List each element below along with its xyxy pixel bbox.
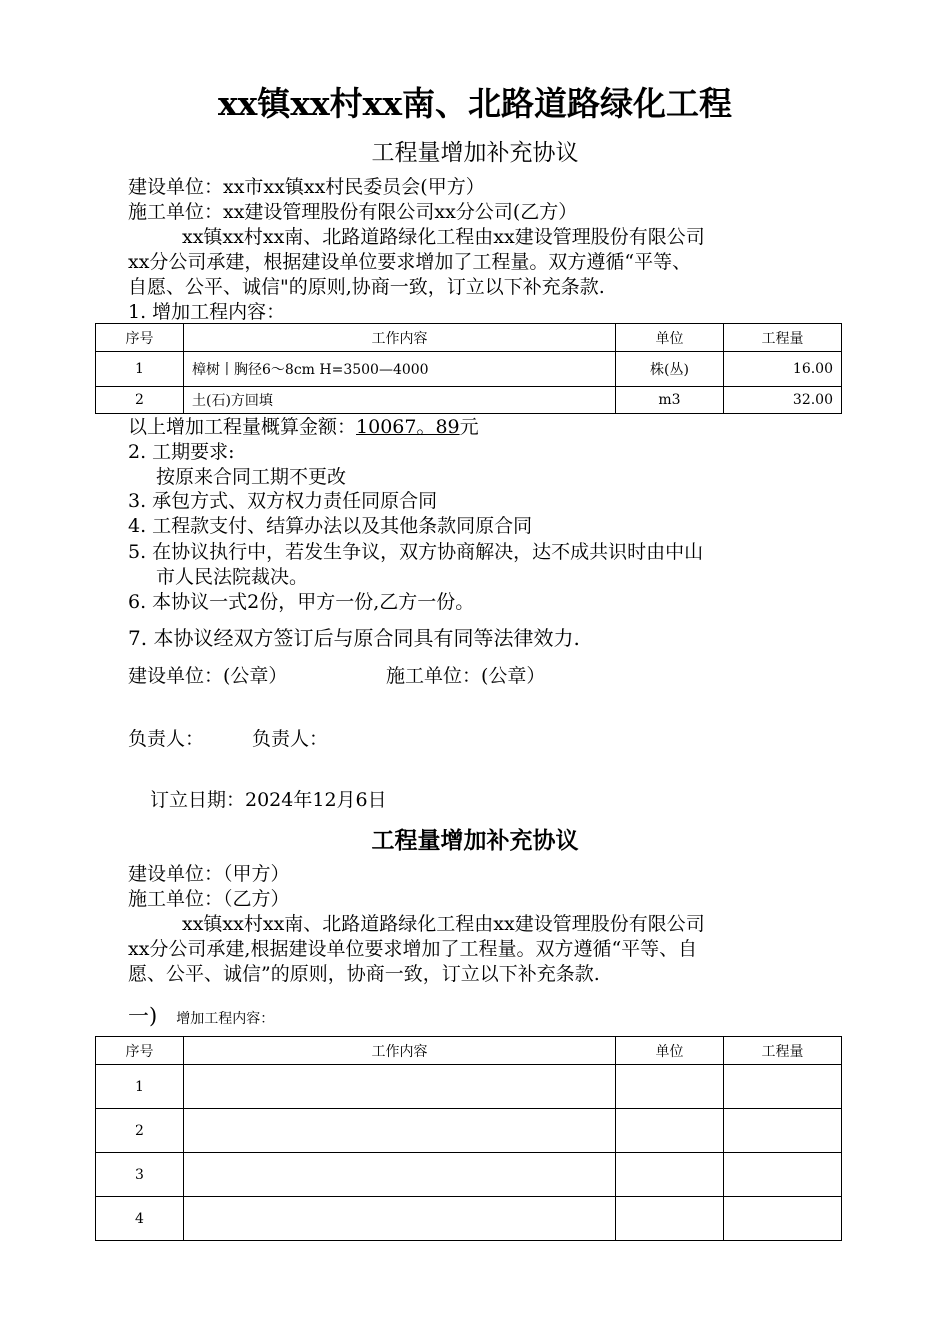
table-row (96, 1153, 842, 1197)
page-title: xx镇xx村xx南、北路道路绿化工程 (217, 84, 733, 123)
cell-content: 樟树丨胸径6～8cm H=3500—4000 (184, 352, 616, 387)
responsible-2: 负责人： (252, 728, 329, 750)
intro-line-3: 自愿、公平、诚信"的原则,协商一致，订立以下补充条款. (128, 276, 605, 298)
header-quantity: 工程量 (724, 324, 842, 352)
cell-seq: 2 (96, 1109, 184, 1153)
cell-seq: 1 (96, 352, 184, 387)
cell-seq: 4 (96, 1197, 184, 1241)
cell-quantity: 16.00 (724, 352, 842, 387)
table-row (96, 1197, 842, 1241)
header-quantity: 工程量 (724, 1037, 842, 1065)
section2-builder: 建设单位：（甲方） (128, 863, 290, 885)
responsible-1: 负责人： (128, 728, 205, 750)
item-2: 2. 工期要求: (128, 441, 235, 463)
intro-line-1: xx镇xx村xx南、北路道路绿化工程由xx建设管理股份有限公司 (182, 226, 705, 248)
section2-title: 工程量增加补充协议 (371, 827, 579, 854)
sign-builder: 建设单位：(公章） (128, 665, 288, 687)
amount-suffix: 元 (459, 416, 479, 438)
item-1-label: 1. 增加工程内容： (128, 301, 286, 323)
cell-unit (616, 1197, 724, 1241)
item-4: 4. 工程款支付、结算办法以及其他条款同原合同 (128, 515, 533, 537)
cell-quantity (724, 1109, 842, 1153)
header-seq: 序号 (96, 324, 184, 352)
section2-intro-line-2: xx分公司承建,根据建设单位要求增加了工程量。双方遵循“平等、自 (128, 938, 698, 960)
page-subtitle: 工程量增加补充协议 (371, 140, 579, 166)
cell-unit (616, 1065, 724, 1109)
amount-prefix: 以上增加工程量概算金额： (128, 416, 357, 438)
cell-seq: 1 (96, 1065, 184, 1109)
header-unit: 单位 (616, 1037, 724, 1065)
table-header-row (96, 1037, 842, 1065)
cell-quantity: 32.00 (724, 387, 842, 414)
amount-line (128, 415, 479, 439)
cell-unit (616, 1153, 724, 1197)
section2-intro-line-3: 愿、公平、诚信”的原则，协商一致，订立以下补充条款. (128, 963, 600, 985)
cell-seq: 3 (96, 1153, 184, 1197)
header-content: 工作内容 (184, 1037, 616, 1065)
cell-content (184, 1065, 616, 1109)
contractor-line: 施工单位：xx建设管理股份有限公司xx分公司(乙方） (128, 201, 578, 223)
cell-unit: m3 (616, 387, 724, 414)
header-seq: 序号 (96, 1037, 184, 1065)
intro-line-2: xx分公司承建，根据建设单位要求增加了工程量。双方遵循“平等、 (128, 251, 692, 273)
item-6: 6. 本协议一式2份，甲方一份,乙方一份。 (128, 591, 475, 613)
cell-seq: 2 (96, 387, 184, 414)
item-3: 3. 承包方式、双方权力责任同原合同 (128, 490, 438, 512)
item-5-line-2: 市人民法院裁决。 (156, 566, 309, 588)
sign-date: 订立日期：2024年12月6日 (150, 789, 387, 811)
table-row (96, 1065, 842, 1109)
cell-quantity (724, 1065, 842, 1109)
builder-line: 建设单位：xx市xx镇xx村民委员会(甲方） (128, 176, 485, 198)
cell-unit: 株(丛) (616, 352, 724, 387)
item-2-detail: 按原来合同工期不更改 (156, 466, 347, 488)
cell-quantity (724, 1197, 842, 1241)
cell-content: 土(石)方回填 (184, 387, 616, 414)
blank-work-table (95, 1036, 842, 1241)
header-unit: 单位 (616, 324, 724, 352)
cell-content (184, 1109, 616, 1153)
cell-content (184, 1197, 616, 1241)
sign-contractor: 施工单位：(公章） (386, 665, 546, 687)
work-table (95, 323, 842, 414)
section2-item-1 (128, 1000, 274, 1030)
header-content: 工作内容 (184, 324, 616, 352)
table-row (96, 387, 842, 414)
cell-content (184, 1153, 616, 1197)
section2-item-1-number: 一) (128, 1004, 158, 1028)
section2-item-1-label: 增加工程内容： (176, 1011, 275, 1027)
item-7: 7. 本协议经双方签订后与原合同具有同等法律效力. (128, 626, 580, 650)
cell-quantity (724, 1153, 842, 1197)
section2-intro-line-1: xx镇xx村xx南、北路道路绿化工程由xx建设管理股份有限公司 (182, 913, 705, 935)
table-header-row (96, 324, 842, 352)
amount-value: 10067。89 (356, 416, 460, 438)
table-row (96, 1109, 842, 1153)
item-5-line-1: 5. 在协议执行中，若发生争议，双方协商解决，达不成共识时由中山 (128, 541, 704, 563)
section2-contractor: 施工单位：（乙方） (128, 888, 290, 910)
table-row (96, 352, 842, 387)
cell-unit (616, 1109, 724, 1153)
